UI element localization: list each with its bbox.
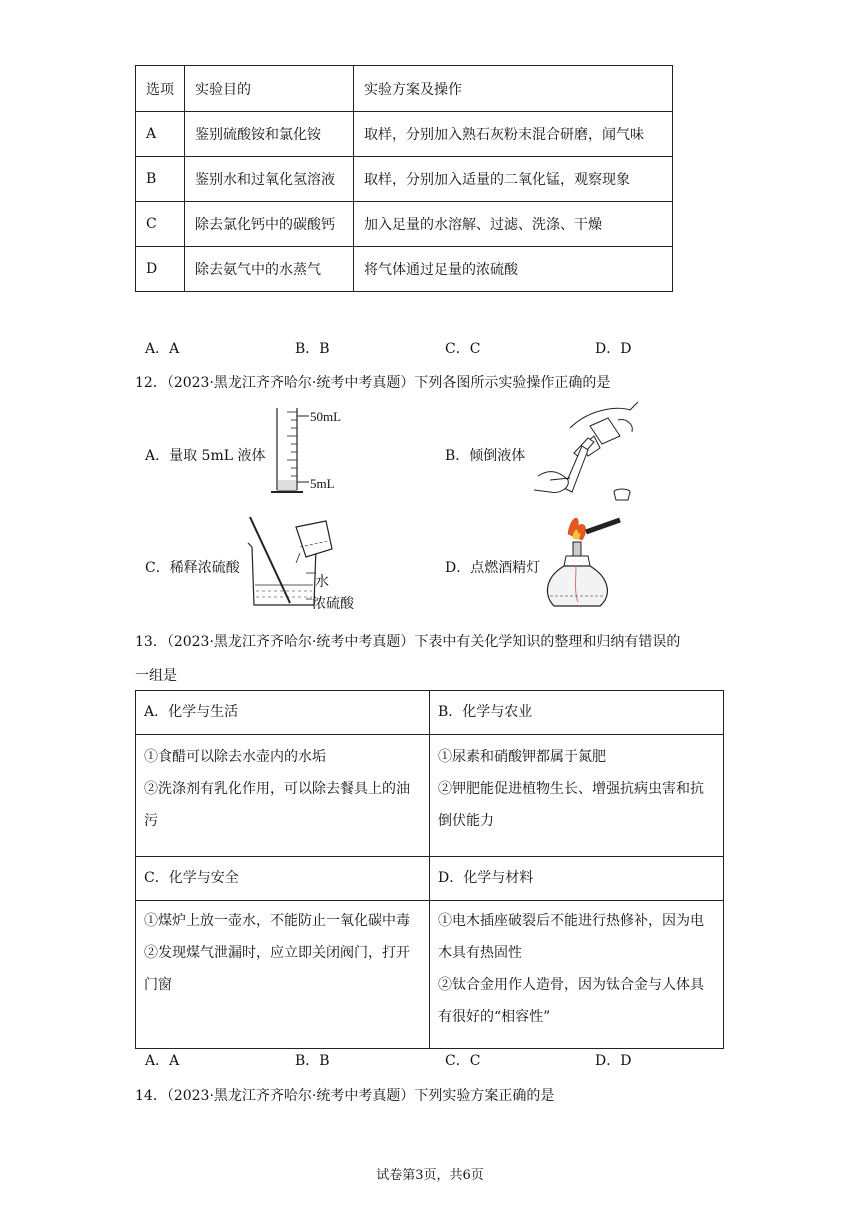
cell-d-body	[430, 901, 724, 1049]
row-purpose: 鉴别硫酸铵和氯化铵	[185, 112, 354, 157]
row-plan: 加入足量的水溶解、过滤、洗涤、干燥	[354, 202, 673, 247]
cell-b-head: B．化学与农业	[430, 691, 724, 735]
cell-c-body	[136, 901, 430, 1049]
diluting-acid-icon	[240, 513, 370, 613]
header-purpose: 实验目的	[185, 66, 354, 112]
header-option: 选项	[136, 66, 185, 112]
cell-d-line1: ①电木插座破裂后不能进行热修补，因为电木具有热固性	[438, 913, 704, 961]
row-option: A	[136, 112, 185, 157]
table-row	[136, 112, 673, 157]
cell-c-line1: ①煤炉上放一壶水，不能防止一氧化碳中毒	[144, 913, 410, 929]
experiment-table	[135, 65, 673, 292]
water-label: 水	[315, 574, 329, 590]
question-13-stem-line1: 13．（2023·黑龙江齐齐哈尔·统考中考真题）下表中有关化学知识的整理和归纳有错误的	[135, 634, 681, 650]
table-row	[136, 157, 673, 202]
question-14-stem: 14．（2023·黑龙江齐齐哈尔·统考中考真题）下列实验方案正确的是	[135, 1088, 555, 1104]
table-row	[136, 691, 724, 735]
table-row	[136, 735, 724, 857]
row-plan: 取样，分别加入熟石灰粉末混合研磨，闻气味	[354, 112, 673, 157]
row-option: C	[136, 202, 185, 247]
graduated-cylinder-icon	[265, 402, 375, 498]
table-row	[136, 901, 724, 1049]
question-12-stem: 12．（2023·黑龙江齐齐哈尔·统考中考真题）下列各图所示实验操作正确的是	[135, 375, 611, 391]
q12-option-a: A．量取 5mL 液体	[145, 448, 266, 464]
q12-option-d: D．点燃酒精灯	[445, 560, 541, 576]
knowledge-table	[135, 690, 724, 1049]
cell-a-line2: ②洗涤剂有乳化作用，可以除去餐具上的油污	[144, 781, 410, 829]
header-plan: 实验方案及操作	[354, 66, 673, 112]
q13-option-a: A．A	[145, 1053, 180, 1069]
cell-d-head: D．化学与材料	[430, 857, 724, 901]
row-plan: 将气体通过足量的浓硫酸	[354, 247, 673, 292]
cell-a-body	[136, 735, 430, 857]
alcohol-lamp-icon	[540, 508, 640, 616]
option-d: D．D	[595, 341, 632, 357]
cell-a-head: A．化学与生活	[136, 691, 430, 735]
table-header-row	[136, 66, 673, 112]
cell-c-head: C．化学与安全	[136, 857, 430, 901]
page-footer: 试卷第3页，共6页	[376, 1168, 484, 1183]
table-row	[136, 202, 673, 247]
option-b: B．B	[295, 341, 330, 357]
row-purpose: 鉴别水和过氧化氢溶液	[185, 157, 354, 202]
q12-option-c: C．稀释浓硫酸	[145, 560, 240, 576]
table-row	[136, 857, 724, 901]
cell-b-body	[430, 735, 724, 857]
acid-label: 浓硫酸	[312, 596, 354, 612]
cell-a-line1: ①食醋可以除去水壶内的水垢	[144, 749, 326, 765]
cell-c-line2: ②发现煤气泄漏时，应立即关闭阀门，打开门窗	[144, 945, 410, 993]
q13-option-d: D．D	[595, 1053, 632, 1069]
q13-option-b: B．B	[295, 1053, 330, 1069]
cell-b-line2: ②钾肥能促进植物生长、增强抗病虫害和抗倒伏能力	[438, 781, 704, 829]
cylinder-bottom-label: 5mL	[310, 476, 335, 491]
row-option: D	[136, 247, 185, 292]
row-purpose: 除去氨气中的水蒸气	[185, 247, 354, 292]
row-purpose: 除去氯化钙中的碳酸钙	[185, 202, 354, 247]
option-a: A．A	[145, 341, 180, 357]
cell-b-line1: ①尿素和硝酸钾都属于氮肥	[438, 749, 606, 765]
q12-option-b: B．倾倒液体	[445, 448, 526, 464]
option-c: C．C	[445, 341, 481, 357]
pouring-liquid-icon	[530, 398, 650, 506]
row-plan: 取样，分别加入适量的二氧化锰，观察现象	[354, 157, 673, 202]
cell-d-line2: ②钛合金用作人造骨，因为钛合金与人体具有很好的“相容性”	[438, 977, 704, 1025]
table-row	[136, 247, 673, 292]
q13-option-c: C．C	[445, 1053, 481, 1069]
cylinder-top-label: 50mL	[310, 409, 342, 424]
question-13-stem-line2: 一组是	[135, 668, 177, 684]
row-option: B	[136, 157, 185, 202]
